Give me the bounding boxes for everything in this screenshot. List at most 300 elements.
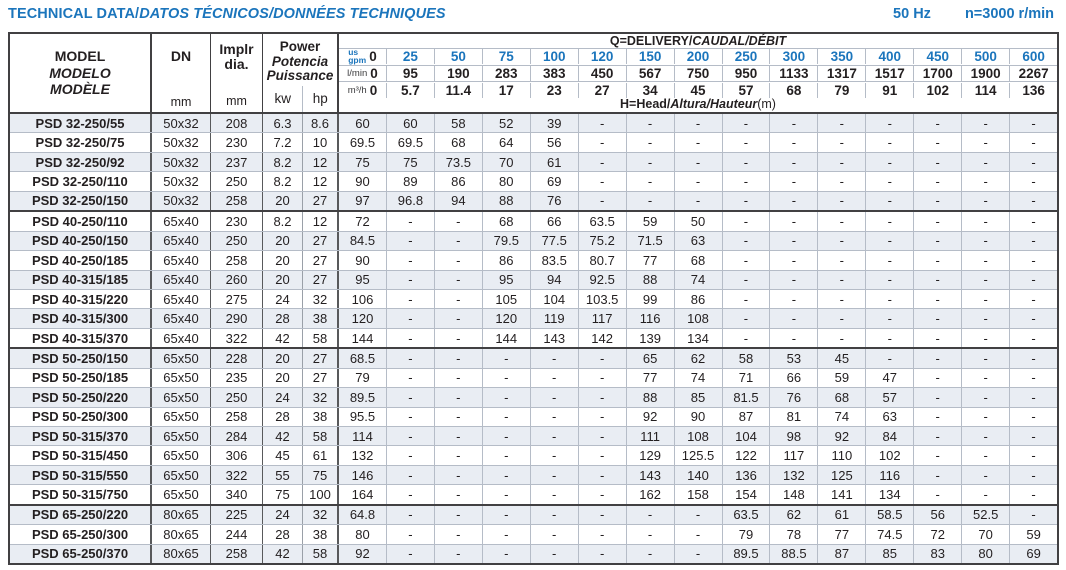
head-value-cell: 84.5: [337, 232, 386, 250]
dn-unit-label: mm: [170, 95, 192, 109]
head-value-cell: 62: [769, 506, 817, 524]
gpm-value-cell: 200: [674, 49, 722, 64]
head-value-cell: -: [1009, 485, 1057, 503]
delivery-header-block: [337, 34, 1057, 112]
head-value-cell: -: [386, 446, 434, 464]
gpm-value-cell: 450: [913, 49, 961, 64]
head-value-cell: 95: [482, 271, 530, 289]
model-cell: PSD 40-250/185: [31, 252, 129, 268]
power-hp-cell: 32: [302, 290, 337, 308]
impeller-dia-cell: 228: [210, 349, 262, 367]
head-value-cell: 81: [769, 408, 817, 426]
head-value-cell: 95: [337, 271, 386, 289]
head-value-cell: -: [434, 446, 482, 464]
head-value-cell: -: [961, 309, 1009, 327]
impeller-dia-cell: 340: [210, 485, 262, 503]
head-value-cell: -: [961, 290, 1009, 308]
head-value-cell: -: [865, 251, 913, 269]
implr-header-line2: dia.: [224, 56, 249, 72]
table-row: [10, 408, 1057, 427]
m3h-value-cell: 91: [865, 83, 913, 98]
head-value-cell: -: [961, 192, 1009, 210]
head-value-cell: 132: [769, 466, 817, 484]
head-value-cell: -: [1009, 271, 1057, 289]
head-value-cell: 92.5: [578, 271, 626, 289]
lmin-value-cell: 383: [530, 66, 578, 81]
model-cell: PSD 50-315/750: [31, 487, 129, 503]
impeller-dia-cell: 250: [210, 388, 262, 406]
speed-label: n=3000 r/min: [964, 6, 1054, 22]
head-value-cell: -: [817, 309, 865, 327]
head-value-cell: -: [961, 427, 1009, 445]
head-value-cell: 108: [674, 309, 722, 327]
head-value-cell: -: [482, 466, 530, 484]
head-value-cell: 60: [386, 114, 434, 132]
gpm-value-cell: 50: [434, 49, 482, 64]
head-value-cell: -: [961, 466, 1009, 484]
power-hp-cell: 27: [302, 349, 337, 367]
head-value-cell: -: [722, 114, 770, 132]
head-value-cell: 66: [769, 369, 817, 387]
power-kw-cell: 24: [262, 506, 302, 524]
head-value-cell: 97: [337, 192, 386, 210]
head-value-cell: -: [865, 133, 913, 151]
head-value-cell: -: [482, 388, 530, 406]
table-row: [10, 388, 1057, 407]
head-value-cell: 56: [913, 506, 961, 524]
head-value-cell: 71: [722, 369, 770, 387]
dn-cell: 65x40: [150, 290, 210, 308]
head-value-cell: -: [769, 133, 817, 151]
head-value-cell: -: [386, 525, 434, 543]
lmin-value-cell: 450: [578, 66, 626, 81]
model-cell: PSD 50-250/300: [31, 409, 129, 425]
head-value-cell: -: [913, 172, 961, 190]
power-hp-cell: 27: [302, 271, 337, 289]
head-value-cell: -: [530, 466, 578, 484]
head-value-cell: 148: [769, 485, 817, 503]
head-value-cell: 74: [674, 369, 722, 387]
impeller-dia-cell: 260: [210, 271, 262, 289]
gpm-value-cell: 400: [865, 49, 913, 64]
gpm-row: [339, 48, 1057, 65]
power-kw-cell: 55: [262, 466, 302, 484]
head-value-cell: -: [578, 525, 626, 543]
model-cell: PSD 50-250/220: [31, 389, 129, 405]
power-hp-cell: 58: [302, 545, 337, 563]
model-cell: PSD 32-250/150: [31, 193, 129, 209]
head-value-cell: 50: [674, 212, 722, 230]
head-value-cell: 70: [961, 525, 1009, 543]
head-value-cell: -: [386, 545, 434, 563]
head-value-cell: -: [626, 525, 674, 543]
head-value-cell: -: [1009, 290, 1057, 308]
head-value-cell: -: [913, 427, 961, 445]
head-value-cell: 61: [817, 506, 865, 524]
head-value-cell: -: [961, 232, 1009, 250]
impeller-dia-cell: 250: [210, 232, 262, 250]
head-value-cell: 104: [722, 427, 770, 445]
head-value-cell: -: [865, 114, 913, 132]
lmin-unit-cell: [339, 66, 386, 81]
power-hp-cell: 12: [302, 153, 337, 171]
table-row: [10, 212, 1057, 231]
head-value-cell: 68.5: [337, 349, 386, 367]
head-value-cell: -: [722, 251, 770, 269]
head-value-cell: -: [434, 212, 482, 230]
head-value-cell: -: [1009, 251, 1057, 269]
head-value-cell: 87: [817, 545, 865, 563]
lmin-value-cell: 190: [434, 66, 482, 81]
head-value-cell: 94: [434, 192, 482, 210]
head-value-cell: 111: [626, 427, 674, 445]
power-hp-cell: 12: [302, 212, 337, 230]
head-value-cell: 117: [578, 309, 626, 327]
impeller-dia-cell: 258: [210, 408, 262, 426]
dn-cell: 65x50: [150, 369, 210, 387]
head-value-cell: 143: [530, 329, 578, 347]
head-value-cell: -: [578, 114, 626, 132]
power-hp-cell: 38: [302, 525, 337, 543]
head-value-cell: -: [386, 251, 434, 269]
head-value-cell: -: [482, 427, 530, 445]
head-value-cell: -: [578, 446, 626, 464]
head-value-cell: -: [626, 153, 674, 171]
impeller-dia-cell: 322: [210, 466, 262, 484]
model-cell: PSD 50-315/370: [31, 428, 129, 444]
head-value-cell: -: [769, 212, 817, 230]
table-row: [10, 251, 1057, 270]
head-value-cell: -: [578, 545, 626, 563]
gpm-value-cell: 600: [1009, 49, 1057, 64]
power-kw-cell: 42: [262, 329, 302, 347]
dn-cell: 80x65: [150, 545, 210, 563]
power-kw-cell: 28: [262, 525, 302, 543]
head-value-cell: -: [386, 466, 434, 484]
head-value-cell: -: [674, 192, 722, 210]
power-kw-cell: 8.2: [262, 212, 302, 230]
head-value-cell: -: [961, 369, 1009, 387]
head-value-cell: -: [386, 309, 434, 327]
lmin-value-cell: 2267: [1009, 66, 1057, 81]
head-value-cell: -: [913, 114, 961, 132]
power-kw-cell: 28: [262, 408, 302, 426]
head-value-cell: 86: [482, 251, 530, 269]
m3h-value-cell: 68: [769, 83, 817, 98]
head-value-cell: 64: [482, 133, 530, 151]
head-value-cell: -: [817, 271, 865, 289]
head-value-cell: -: [386, 329, 434, 347]
head-value-cell: -: [1009, 114, 1057, 132]
power-kw-cell: 8.2: [262, 153, 302, 171]
m3h-value-cell: 102: [913, 83, 961, 98]
head-value-cell: -: [865, 271, 913, 289]
power-kw-cell: 42: [262, 427, 302, 445]
head-value-cell: 102: [865, 446, 913, 464]
head-value-cell: 99: [626, 290, 674, 308]
page-title-intl: DATOS TÉCNICOS/DONNÉES TECHNIQUES: [139, 6, 446, 22]
head-value-cell: -: [1009, 369, 1057, 387]
head-value-cell: 59: [817, 369, 865, 387]
table-row: [10, 192, 1057, 212]
dn-cell: 65x50: [150, 485, 210, 503]
head-value-cell: 63: [674, 232, 722, 250]
head-value-cell: -: [674, 153, 722, 171]
power-kw-cell: 24: [262, 290, 302, 308]
head-value-cell: 59: [1009, 525, 1057, 543]
lmin-value-cell: 1517: [865, 66, 913, 81]
lmin-zero-value: 0: [370, 66, 378, 81]
power-header-es: Potencia: [271, 53, 329, 69]
model-column-header: [10, 34, 150, 112]
head-value-cell: -: [386, 369, 434, 387]
head-value-cell: -: [482, 408, 530, 426]
head-value-cell: -: [1009, 133, 1057, 151]
head-value-cell: -: [817, 212, 865, 230]
power-header-en: Power: [279, 39, 321, 54]
head-value-cell: -: [1009, 309, 1057, 327]
power-kw-cell: 20: [262, 192, 302, 210]
lmin-value-cell: 950: [722, 66, 770, 81]
head-value-cell: 114: [337, 427, 386, 445]
head-value-cell: -: [434, 369, 482, 387]
head-value-cell: -: [626, 114, 674, 132]
gpm-value-cell: 100: [530, 49, 578, 64]
power-hp-cell: 58: [302, 427, 337, 445]
head-value-cell: -: [817, 114, 865, 132]
head-value-cell: -: [1009, 506, 1057, 524]
dn-cell: 80x65: [150, 525, 210, 543]
m3h-value-cell: 17: [482, 83, 530, 98]
head-value-cell: -: [674, 172, 722, 190]
lmin-row: [339, 65, 1057, 82]
head-value-cell: 92: [626, 408, 674, 426]
m3h-unit-label: m³/h: [347, 84, 367, 96]
frequency-label: 50 Hz: [893, 6, 931, 22]
dn-cell: 65x50: [150, 466, 210, 484]
head-value-cell: 60: [337, 114, 386, 132]
head-value-cell: -: [434, 290, 482, 308]
m3h-value-cell: 45: [674, 83, 722, 98]
head-value-cell: 92: [337, 545, 386, 563]
head-value-cell: -: [1009, 172, 1057, 190]
head-value-cell: -: [386, 290, 434, 308]
head-value-cell: -: [865, 309, 913, 327]
head-value-cell: -: [722, 172, 770, 190]
table-row: [10, 466, 1057, 485]
impeller-dia-cell: 244: [210, 525, 262, 543]
m3h-zero-value: 0: [369, 82, 378, 98]
power-hp-cell: 27: [302, 232, 337, 250]
head-value-cell: -: [386, 427, 434, 445]
head-value-cell: -: [817, 251, 865, 269]
head-value-cell: 116: [865, 466, 913, 484]
head-value-cell: -: [386, 232, 434, 250]
lmin-unit-label: l/min: [347, 68, 368, 79]
head-value-cell: -: [722, 153, 770, 171]
dn-cell: 65x50: [150, 388, 210, 406]
power-kw-cell: 20: [262, 251, 302, 269]
title-bar: [0, 0, 1066, 30]
power-hp-cell: 58: [302, 329, 337, 347]
head-value-cell: 80: [961, 545, 1009, 563]
head-value-cell: -: [434, 545, 482, 563]
head-value-cell: 110: [817, 446, 865, 464]
head-value-cell: 125: [817, 466, 865, 484]
head-value-cell: -: [578, 408, 626, 426]
model-cell: PSD 65-250/370: [31, 546, 129, 562]
gpm-value-cell: 150: [626, 49, 674, 64]
head-value-cell: -: [769, 172, 817, 190]
head-value-cell: 139: [626, 329, 674, 347]
head-value-cell: -: [674, 114, 722, 132]
head-value-cell: -: [674, 506, 722, 524]
head-value-cell: 68: [674, 251, 722, 269]
lmin-value-cell: 283: [482, 66, 530, 81]
head-value-cell: 64.8: [337, 506, 386, 524]
head-value-cell: 61: [530, 153, 578, 171]
impeller-dia-cell: 322: [210, 329, 262, 347]
lmin-value-cell: 1900: [961, 66, 1009, 81]
m3h-value-cell: 11.4: [434, 83, 482, 98]
model-cell: PSD 32-250/110: [32, 174, 128, 190]
head-value-cell: -: [626, 545, 674, 563]
head-value-cell: 134: [674, 329, 722, 347]
head-value-cell: 116: [626, 309, 674, 327]
head-value-cell: -: [626, 133, 674, 151]
head-value-cell: 146: [337, 466, 386, 484]
gpm-value-cell: 500: [961, 49, 1009, 64]
head-value-cell: 83: [913, 545, 961, 563]
head-value-cell: -: [961, 388, 1009, 406]
table-body: [10, 114, 1057, 563]
head-value-cell: 162: [626, 485, 674, 503]
head-value-cell: -: [817, 290, 865, 308]
model-cell: PSD 50-315/450: [31, 448, 129, 464]
head-value-cell: -: [817, 172, 865, 190]
model-header-en: MODEL: [54, 48, 106, 65]
kw-unit-label: kw: [274, 90, 291, 106]
page-title-en: TECHNICAL DATA/: [8, 6, 140, 22]
table-header: [10, 34, 1057, 114]
head-value-cell: 85: [674, 388, 722, 406]
gpm-unit-cell: [339, 49, 386, 64]
head-value-cell: 98: [769, 427, 817, 445]
head-value-cell: 117: [769, 446, 817, 464]
m3h-value-cell: 34: [626, 83, 674, 98]
head-value-cell: -: [530, 485, 578, 503]
impeller-dia-cell: 284: [210, 427, 262, 445]
head-value-cell: -: [434, 427, 482, 445]
head-value-cell: 87: [722, 408, 770, 426]
head-value-cell: -: [961, 349, 1009, 367]
power-header-fr: Puissance: [266, 68, 334, 83]
head-value-cell: 76: [530, 192, 578, 210]
head-value-cell: -: [817, 232, 865, 250]
table-row: [10, 369, 1057, 388]
dn-cell: 65x40: [150, 232, 210, 250]
head-value-cell: -: [674, 525, 722, 543]
dn-column-header: [150, 34, 210, 112]
head-value-cell: 122: [722, 446, 770, 464]
lmin-value-cell: 567: [626, 66, 674, 81]
head-value-cell: 81.5: [722, 388, 770, 406]
head-value-cell: 90: [337, 172, 386, 190]
head-value-cell: -: [817, 192, 865, 210]
table-row: [10, 485, 1057, 505]
head-value-cell: -: [961, 172, 1009, 190]
head-value-cell: -: [434, 388, 482, 406]
head-value-cell: 66: [530, 212, 578, 230]
head-value-cell: -: [1009, 446, 1057, 464]
implr-header-line1: Implr: [219, 41, 254, 57]
head-value-cell: -: [482, 349, 530, 367]
head-value-cell: -: [961, 251, 1009, 269]
gpm-value-cell: 250: [722, 49, 770, 64]
head-value-cell: -: [913, 408, 961, 426]
power-kw-cell: 20: [262, 349, 302, 367]
head-value-cell: -: [578, 192, 626, 210]
head-value-cell: 132: [337, 446, 386, 464]
table-row: [10, 172, 1057, 191]
dn-cell: 65x40: [150, 271, 210, 289]
head-value-cell: 106: [337, 290, 386, 308]
head-value-cell: -: [913, 251, 961, 269]
dn-cell: 65x50: [150, 408, 210, 426]
head-value-cell: -: [1009, 153, 1057, 171]
head-value-cell: -: [1009, 408, 1057, 426]
impeller-dia-cell: 237: [210, 153, 262, 171]
power-hp-cell: 32: [302, 506, 337, 524]
head-value-cell: 69.5: [337, 133, 386, 151]
head-value-cell: -: [961, 133, 1009, 151]
head-value-cell: 154: [722, 485, 770, 503]
head-value-cell: 88: [626, 388, 674, 406]
head-value-cell: 77: [817, 525, 865, 543]
head-value-cell: -: [722, 271, 770, 289]
gpm-unit-label: us gpm: [348, 47, 367, 65]
head-title: H=Head/Altura/Hauteur(m): [620, 97, 776, 112]
head-value-cell: 52.5: [961, 506, 1009, 524]
head-value-cell: -: [913, 388, 961, 406]
dn-cell: 80x65: [150, 506, 210, 524]
head-value-cell: -: [434, 251, 482, 269]
head-value-cell: 71.5: [626, 232, 674, 250]
head-value-cell: -: [482, 545, 530, 563]
power-hp-cell: 75: [302, 466, 337, 484]
model-cell: PSD 32-250/55: [35, 115, 125, 131]
head-value-cell: -: [530, 446, 578, 464]
head-value-cell: -: [722, 329, 770, 347]
head-value-cell: 86: [674, 290, 722, 308]
head-value-cell: -: [865, 172, 913, 190]
power-kw-cell: 8.2: [262, 172, 302, 190]
m3h-unit-cell: [339, 83, 386, 98]
table-row: [10, 290, 1057, 309]
head-value-cell: -: [913, 232, 961, 250]
model-cell: PSD 40-315/185: [31, 272, 129, 288]
head-value-cell: -: [865, 232, 913, 250]
dn-cell: 50x32: [150, 192, 210, 210]
head-value-cell: 52: [482, 114, 530, 132]
head-value-cell: -: [386, 388, 434, 406]
m3h-value-cell: 136: [1009, 83, 1057, 98]
head-value-cell: -: [530, 506, 578, 524]
head-value-cell: -: [578, 485, 626, 503]
delivery-title: Q=DELIVERY/CAUDAL/DÉBIT: [609, 34, 787, 48]
table-row: [10, 309, 1057, 328]
head-value-cell: -: [769, 192, 817, 210]
